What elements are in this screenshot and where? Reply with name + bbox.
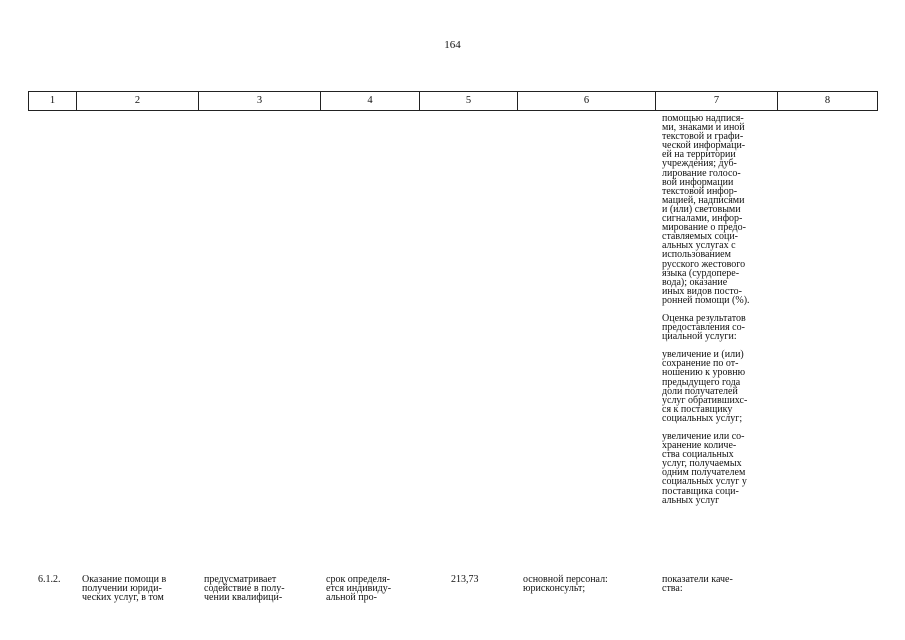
page-number: 164 <box>444 39 461 51</box>
row-6-1-2-description: предусматривает содействие в полу- чении квалифици- <box>204 574 285 604</box>
header-col-5: 5 <box>420 92 518 111</box>
header-col-3: 3 <box>199 92 321 111</box>
row-6-1-2-term: срок определя- ется индивиду- альной про- <box>326 574 392 604</box>
col7-paragraph-share: увеличение и (или) сохранение по от- ношению к уровню предыдущего года доли получателей услуг обратившихс- ся к поставщику социальных услуг; <box>662 349 748 424</box>
col7-paragraph-quantity: увеличение или со- хранение количе- ства социальных услуг, получаемых одним получателем социальных услуг у поставщика соци- альных услуг <box>662 431 747 506</box>
header-col-4: 4 <box>321 92 420 111</box>
header-col-1: 1 <box>29 92 77 111</box>
row-6-1-2-tariff: 213,73 <box>451 574 479 585</box>
column-7-continuation <box>662 114 780 514</box>
header-col-6: 6 <box>518 92 656 111</box>
row-6-1-2-staff: основной персонал: юрисконсульт; <box>523 574 608 595</box>
row-6-1-2-service-name: Оказание помощи в получении юриди- ческих услуг, в том <box>82 574 167 604</box>
header-col-2: 2 <box>77 92 199 111</box>
row-6-1-2-number: 6.1.2. <box>38 574 61 585</box>
header-col-7: 7 <box>656 92 778 111</box>
row-6-1-2-quality-indicators: показатели каче- ства: <box>662 574 733 595</box>
column-number-header <box>28 91 878 111</box>
col7-paragraph-assistance: помощью надпися- ми, знаками и иной текстовой и графи- ческой информаци- ей на территории учреждения; дуб- лирование голосо- вой информации текстовой инфор- мацией, надписями и (или) световыми сигналами, инфор- мирование о предо- ставляемых соци- альных услугах с использованием русского жестового языка (сурдопере- вода); оказание иных видов посто- ронней помощи (%). <box>662 113 750 306</box>
col7-paragraph-evaluation: Оценка результатов предоставления со- циальной услуги: <box>662 312 746 343</box>
header-col-8: 8 <box>778 92 878 111</box>
